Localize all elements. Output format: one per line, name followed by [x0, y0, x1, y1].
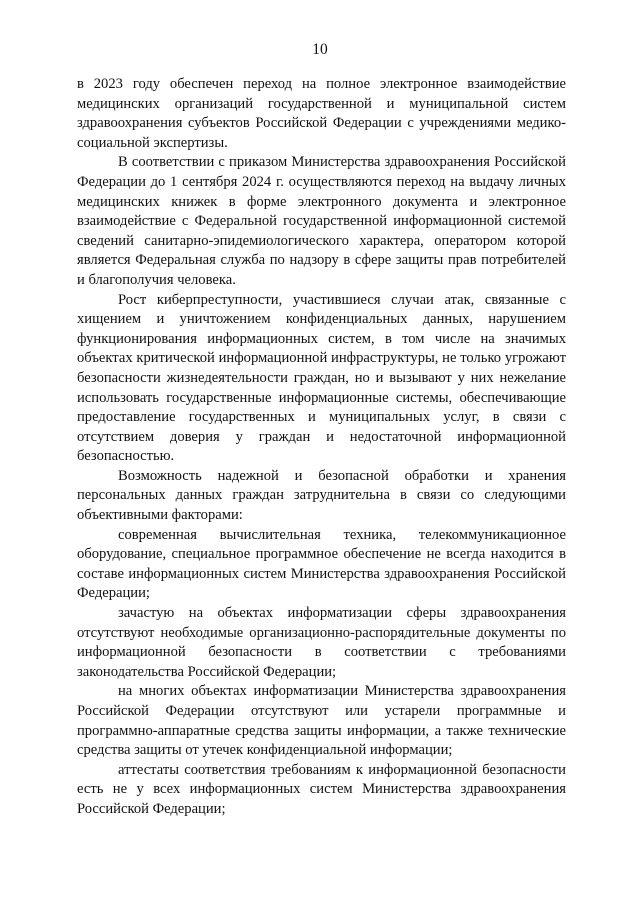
- list-item-protection-tools: на многих объектах информатизации Министерства здравоохранения Российской Федерации отсутствуют или устарели программные и программно-аппаратные средства защиты информации, а также технические средства защиты от утечек конфиденциальной информации;: [77, 683, 566, 759]
- paragraph-cybercrime: Рост киберпреступности, участившиеся случаи атак, связанные с хищением и уничтожением конфиденциальных данных, нарушением функционирования информационных систем, в том числе на значимых объектах критической информационной инфраструктуры, не только угрожают безопасности жизнедеятельности граждан, но и вызывают у них нежелание использовать государственные информационные системы, обеспечивающие предоставление государственных и муниципальных услуг, в связи с отсутствием доверия у граждан и недостаточной информационной безопасностью.: [77, 291, 566, 465]
- list-item-hardware: современная вычислительная техника, телекоммуникационное оборудование, специальное программное обеспечение не всегда находится в составе информационных систем Министерства здравоохранения Российской Федерации;: [77, 526, 566, 602]
- list-item-documents: зачастую на объектах информатизации сферы здравоохранения отсутствуют необходимые организационно-распорядительные документы по информационной безопасности в соответствии с требованиями законодательства Российской Федерации;: [77, 605, 566, 680]
- document-body: [77, 75, 566, 820]
- paragraph-data-processing: Возможность надежной и безопасной обработки и хранения персональных данных граждан затруднительна в связи со следующими объективными факторами:: [77, 467, 566, 524]
- page-number: 10: [312, 41, 328, 58]
- paragraph-continuation: в 2023 году обеспечен переход на полное электронное взаимодействие медицинских организаций государственной и муниципальной систем здравоохранения субъектов Российской Федерации с учреждениями медико-социальной экспертизы.: [77, 76, 566, 151]
- paragraph-medical-books: В соответствии с приказом Министерства здравоохранения Российской Федерации до 1 сентября 2024 г. осуществляются переход на выдачу личных медицинских книжек в форме электронного документа и электронное взаимодействие с Федеральной государственной информационной системой сведений санитарно-эпидемиологического характера, оператором которой является Федеральная служба по надзору в сфере защиты прав потребителей и благополучия человека.: [77, 154, 566, 288]
- list-item-certificates: аттестаты соответствия требованиям к информационной безопасности есть не у всех информационных систем Министерства здравоохранения Российской Федерации;: [77, 761, 566, 817]
